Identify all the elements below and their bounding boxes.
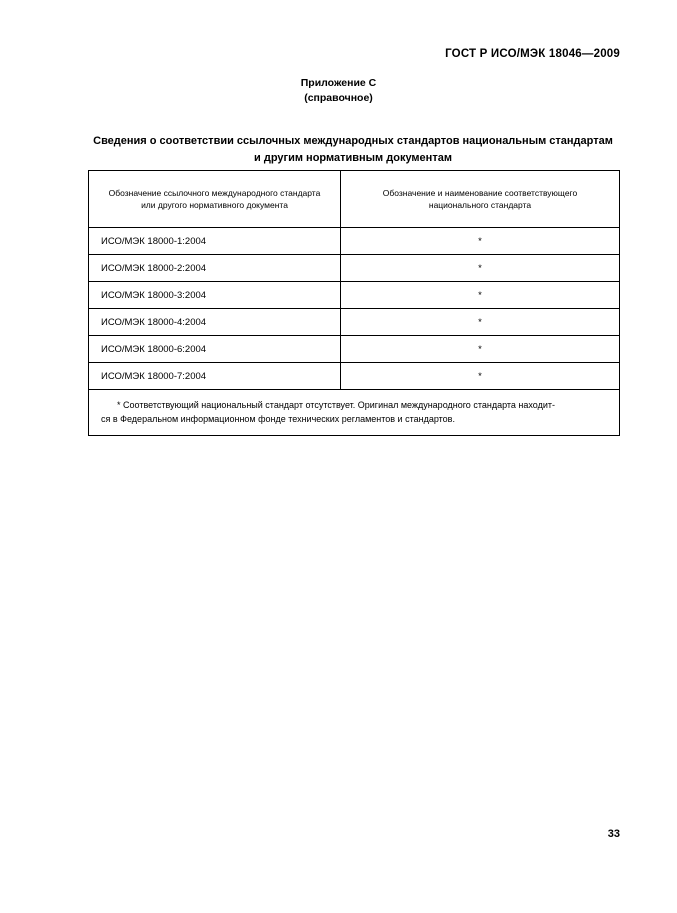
page-header-standard-ref: ГОСТ Р ИСО/МЭК 18046—2009 xyxy=(445,48,620,60)
footnote-line-2: ся в Федеральном информационном фонде технических регламентов и стандартов. xyxy=(101,414,455,424)
table-row xyxy=(89,336,620,363)
reference-standards-table xyxy=(88,170,620,436)
cell-reference-standard: ИСО/МЭК 18000-7:2004 xyxy=(89,363,341,390)
footnote-line-1: * Соответствующий национальный стандарт отсутствует. Оригинал международного стандарта находит- xyxy=(117,400,555,410)
table-note-row xyxy=(89,390,620,436)
annex-kind: (справочное) xyxy=(304,92,373,104)
table-row xyxy=(89,255,620,282)
cell-national-standard: * xyxy=(341,309,620,336)
cell-national-standard: * xyxy=(341,255,620,282)
table-header-national-line-1: Обозначение и наименование соответствующего xyxy=(382,188,578,198)
cell-reference-standard: ИСО/МЭК 18000-2:2004 xyxy=(89,255,341,282)
table-row xyxy=(89,309,620,336)
table-header-national-line-2: национального стандарта xyxy=(428,200,532,210)
table-header-cell-national xyxy=(341,171,620,228)
table-footnote xyxy=(89,390,620,436)
cell-national-standard: * xyxy=(341,282,620,309)
table-row xyxy=(89,228,620,255)
annex-heading xyxy=(0,76,677,106)
cell-national-standard: * xyxy=(341,228,620,255)
page-title-line-2: и другим нормативным документам xyxy=(254,152,452,164)
table-header-cell-reference xyxy=(89,171,341,228)
cell-national-standard: * xyxy=(341,363,620,390)
annex-label: Приложение С xyxy=(300,77,377,89)
table-row xyxy=(89,363,620,390)
cell-national-standard: * xyxy=(341,336,620,363)
cell-reference-standard: ИСО/МЭК 18000-4:2004 xyxy=(89,309,341,336)
page-title-line-1: Сведения о соответствии ссылочных международных стандартов национальным стандартам xyxy=(93,135,613,147)
table-header-reference-line-1: Обозначение ссылочного международного стандарта xyxy=(108,188,321,198)
table-header-row xyxy=(89,171,620,228)
page-number: 33 xyxy=(607,828,620,840)
page-title xyxy=(88,133,618,167)
table-header-reference-line-2: или другого нормативного документа xyxy=(141,200,288,210)
cell-reference-standard: ИСО/МЭК 18000-1:2004 xyxy=(89,228,341,255)
cell-reference-standard: ИСО/МЭК 18000-6:2004 xyxy=(89,336,341,363)
table-row xyxy=(89,282,620,309)
cell-reference-standard: ИСО/МЭК 18000-3:2004 xyxy=(89,282,341,309)
